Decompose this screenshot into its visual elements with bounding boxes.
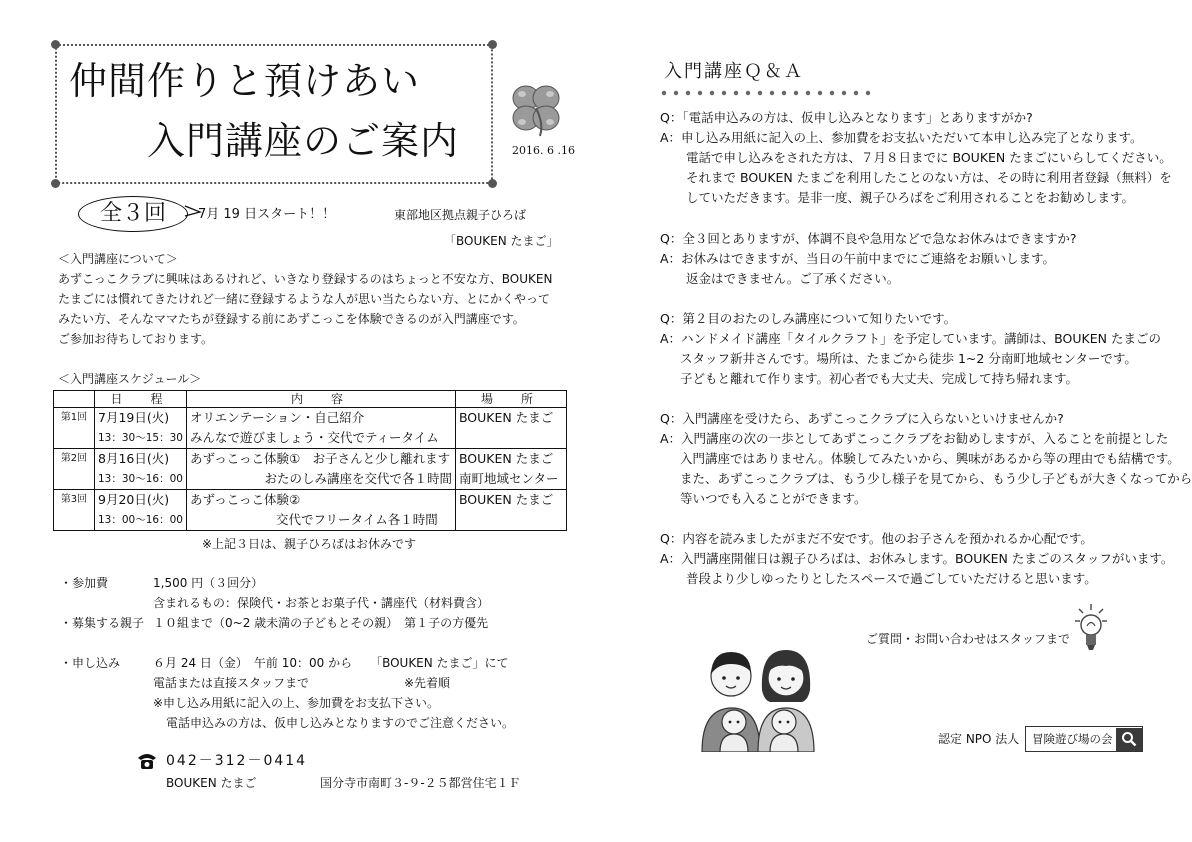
about-line: あずこっこクラブに興味はあるけれど、いきなり登録するのはちょっと不安な方、BOUKEN — [58, 272, 553, 286]
contact-name: BOUKEN たまご — [166, 776, 257, 790]
session-time: 13：30～15：30 — [98, 432, 183, 444]
qa-answer: また、あずこっこクラブは、もう少し様子を見てから、もう少し子どもが大きくなってから — [680, 471, 1192, 486]
apply-first-come: ※先着順 — [404, 676, 451, 690]
schedule-note: ※上記３日は、親子ひろばはお休みです — [202, 537, 417, 551]
fee-note: 含まれるもの：保険代・お茶とお菓子代・講座代（材料費含） — [153, 596, 490, 610]
qa-answer: 電話で申し込みをされた方は、７月８日までに BOUKEN たまごにいらしてください。 — [686, 150, 1172, 165]
qa-question: Q：入門講座を受けたら、あずこっこクラブに入らないといけませんか? — [660, 411, 1064, 426]
about-line: みたい方、そんなママたちが登録する前にあずこっこを体験できるのが入門講座です。 — [58, 312, 525, 326]
column-header-content: 内 容 — [186, 391, 455, 408]
contact-address: 国分寺市南町３-９-２５都営住宅１Ｆ — [320, 776, 521, 790]
qa-answer: 等いつでも入ることができます。 — [680, 491, 867, 506]
session-date: 7月19日(火) — [98, 410, 170, 425]
session-place: BOUKEN たまご — [458, 410, 554, 425]
session-time: 13：00～16：00 — [98, 514, 183, 526]
clover-icon — [504, 78, 566, 140]
qa-answer: A：ハンドメイド講座「タイルクラフト」を予定しています。講師は、BOUKEN たまごの — [660, 331, 1161, 346]
lightbulb-icon — [1074, 602, 1108, 654]
session-number: 第2回 — [54, 449, 95, 490]
org-name: 「BOUKEN たまご」 — [444, 234, 559, 248]
table-row — [54, 490, 567, 531]
qa-answer: 返金はできません。ご了承ください。 — [686, 271, 900, 286]
apply-label: ・申し込み — [60, 656, 121, 670]
apply-value: ６月 24 日（金） 午前 10：00 から 「BOUKEN たまご」にて — [153, 656, 509, 670]
qa-answer: A：入門講座開催日は親子ひろばは、お休みします。BOUKEN たまごのスタッフがいます。 — [660, 551, 1174, 566]
table-row — [54, 449, 567, 490]
inquiry-text: ご質問・お問い合わせはスタッフまで — [866, 632, 1071, 646]
contact-phone: 042－312－0414 — [166, 753, 308, 769]
session-number: 第3回 — [54, 490, 95, 531]
fee-value: 1,500 円（３回分） — [153, 576, 264, 590]
column-header-date: 日 程 — [95, 391, 187, 408]
org-area: 東部地区拠点親子ひろば — [394, 208, 527, 222]
qa-title: 入門講座Ｑ＆Ａ — [664, 61, 804, 82]
session-date: 9月20日(火) — [98, 492, 170, 507]
session-content: あずっこっこ体験① お子さんと少し離れます — [189, 451, 451, 466]
search-icon — [1121, 731, 1137, 747]
schedule-table — [53, 390, 567, 531]
recruit-label: ・募集する親子 — [60, 616, 145, 630]
qa-answer: スタッフ新井さんです。場所は、たまごから徒歩 1~2 分南町地域センターです。 — [680, 351, 1137, 366]
session-number: 第1回 — [54, 408, 95, 449]
qa-answer: それまで BOUKEN たまごを利用したことのない方は、その時に利用者登録（無料）を — [686, 170, 1172, 185]
session-date: 8月16日(火) — [98, 451, 170, 466]
family-illustration-icon — [698, 642, 820, 752]
page-title-line2: 入門講座のご案内 — [147, 119, 460, 163]
search-box[interactable] — [1025, 726, 1143, 752]
session-content: みんなで遊びましょう・交代でティータイム — [189, 430, 439, 445]
issue-date: 2016. 6 .16 — [512, 144, 575, 157]
session-place: BOUKEN たまご — [458, 451, 554, 466]
qa-question: Q：全３回とありますが、体調不良や急用などで急なお休みはできますか? — [660, 231, 1077, 246]
table-header-row — [54, 391, 567, 408]
qa-answer: 普段より少しゆったりとしたスペースで過ごしていただけると思います。 — [686, 571, 1097, 586]
qa-question: Q：「電話申込みの方は、仮申し込みとなります」とありますがか? — [660, 110, 1033, 125]
qa-question: Q：第２目のおたのしみ講座について知りたいです。 — [660, 311, 957, 326]
sessions-badge: 全３回 — [78, 196, 188, 232]
search-button[interactable] — [1116, 728, 1142, 751]
qa-question: Q：内容を読みましたがまだ不安です。他のお子さんを預かれるか心配です。 — [660, 531, 1093, 546]
apply-note: ※申し込み用紙に記入の上、参加費をお支払下さい。 — [153, 696, 440, 710]
qa-answer: 入門講座ではありません。体験してみたいから、興味があるから等の理由でも結構です。 — [680, 451, 1180, 466]
search-text: 冒険遊び場の会 — [1032, 732, 1113, 746]
dotted-divider — [660, 89, 880, 97]
about-line: たまごには慣れてきたけれど一緒に登録するような人が思い当たらない方、とにかくやって — [58, 292, 551, 306]
phone-icon — [136, 752, 158, 770]
qa-answer: A：申し込み用紙に記入の上、参加費をお支払いただいて本申し込み完了となります。 — [660, 130, 1143, 145]
session-content: 交代でフリータイム各１時間 — [275, 512, 438, 527]
table-row — [54, 408, 567, 449]
qa-answer: A：入門講座の次の一歩としてあずこっこクラブをお勧めしますが、入ることを前提とした — [660, 431, 1169, 446]
recruit-value: １０組まで（0~2 歳未満の子どもとその親） 第１子の方優先 — [153, 616, 489, 630]
title-frame — [55, 44, 493, 184]
schedule-heading: ＜入門講座スケジュール＞ — [58, 372, 202, 386]
qa-answer: A：お休みはできますが、当日の午前中までにご連絡をお願いします。 — [660, 251, 1056, 266]
apply-method: 電話または直接スタッフまで — [153, 676, 310, 690]
session-content: オリエンテーション・自己紹介 — [189, 410, 365, 425]
session-place: BOUKEN たまご — [458, 492, 554, 507]
start-date: 7月 19 日スタート！！ — [198, 207, 336, 222]
fee-label: ・参加費 — [60, 576, 109, 590]
session-place: 南町地域センター — [458, 471, 559, 486]
session-content: おたのしみ講座を交代で各１時間 — [264, 471, 452, 486]
column-header-place: 場 所 — [455, 391, 566, 408]
qa-answer: していただきます。是非一度、親子ひろばをご利用されることをお勧めします。 — [686, 190, 1135, 205]
qa-answer: 子どもと離れて作ります。初心者でも大丈夫、完成して持ち帰れます。 — [680, 371, 1079, 386]
npo-label: 認定 NPO 法人 — [938, 732, 1020, 746]
apply-note: 電話申込みの方は、仮申し込みとなりますのでご注意ください。 — [166, 716, 515, 730]
about-heading: ＜入門講座について＞ — [58, 252, 178, 266]
session-time: 13：30～16：00 — [98, 473, 183, 485]
session-content: あずっこっこ体験② — [189, 492, 301, 507]
about-line: ご参加お待ちしております。 — [58, 332, 214, 346]
page-title-line1: 仲間作りと預けあい — [69, 59, 421, 103]
